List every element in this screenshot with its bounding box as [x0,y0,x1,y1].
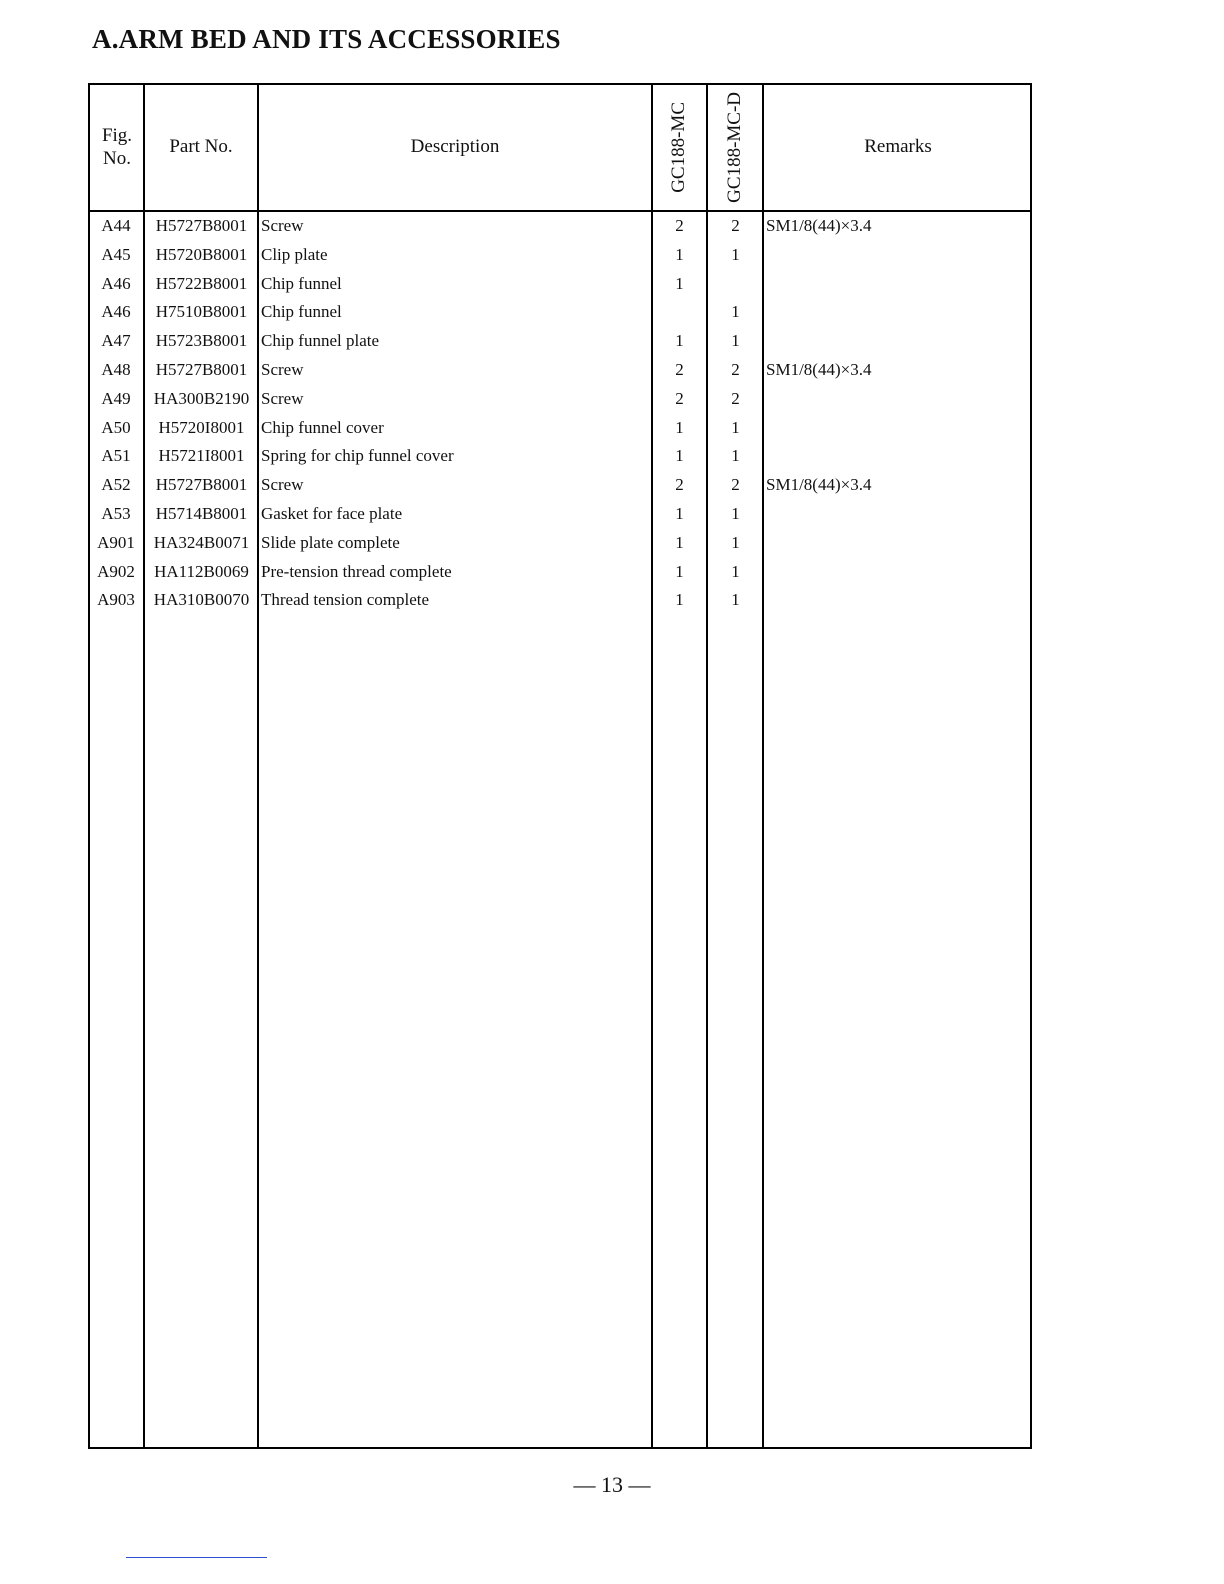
header-remarks: Remarks [864,136,932,158]
table-row [90,356,1030,385]
table-row [90,500,1030,529]
fig-no-cell: A53 [101,503,131,523]
table-row [90,212,1030,241]
part-no-cell: HA310B0070 [153,590,250,610]
qty-gc188-mc-cell: 1 [675,590,684,610]
qty-gc188-mc-d-cell: 1 [731,244,740,264]
remarks-cell: SM1/8(44)×3.4 [766,359,872,379]
description-cell: Chip funnel [261,302,342,322]
table-row [90,558,1030,587]
header-model-gc188-mc-d [708,85,762,210]
qty-gc188-mc-cell: 1 [675,503,684,523]
qty-gc188-mc-d-cell: 1 [731,590,740,610]
table-row [90,586,1030,615]
description-cell: Chip funnel [261,273,342,293]
description-cell: Slide plate complete [261,532,400,552]
description-cell: Chip funnel cover [261,417,384,437]
page-title: A.ARM BED AND ITS ACCESSORIES [92,24,561,54]
part-no-cell: HA300B2190 [153,388,250,408]
table-row [90,414,1030,443]
table-body [90,212,1030,615]
header-description: Description [410,136,500,158]
table-row [90,298,1030,327]
part-no-cell: H5723B8001 [155,331,248,351]
description-cell: Spring for chip funnel cover [261,446,454,466]
footer-line [126,1557,267,1558]
qty-gc188-mc-d-cell: 2 [731,216,740,235]
header-model-gc188-mc [653,85,706,210]
description-cell: Clip plate [261,244,328,264]
description-cell: Pre-tension thread complete [261,561,452,581]
qty-gc188-mc-d-cell: 1 [731,561,740,581]
qty-gc188-mc-cell: 1 [675,561,684,581]
qty-gc188-mc-d-cell: 1 [731,417,740,437]
part-no-cell: H5720I8001 [158,417,245,437]
fig-no-cell: A901 [97,532,135,552]
description-cell: Thread tension complete [261,590,430,610]
remarks-cell: SM1/8(44)×3.4 [766,475,872,495]
qty-gc188-mc-d-cell: 2 [731,388,740,408]
part-no-cell: H5727B8001 [155,216,248,235]
description-cell: Gasket for face plate [261,503,403,523]
fig-no-cell: A46 [101,302,131,322]
qty-gc188-mc-d-cell: 1 [731,302,740,322]
header-model2-label: GC188-MC-D [723,92,745,203]
part-no-cell: H7510B8001 [155,302,248,322]
qty-gc188-mc-d-cell: 1 [731,446,740,466]
table-row [90,385,1030,414]
parts-table [88,83,1032,1449]
remarks-cell: SM1/8(44)×3.4 [766,216,872,235]
fig-no-cell: A903 [97,590,135,610]
header-part-no: Part No. [169,136,233,158]
table-row [90,471,1030,500]
page-number: — 13 — [573,1472,651,1497]
fig-no-cell: A49 [101,388,131,408]
fig-no-cell: A46 [101,273,131,293]
qty-gc188-mc-cell: 1 [675,417,684,437]
qty-gc188-mc-d-cell: 1 [731,503,740,523]
qty-gc188-mc-cell: 2 [675,475,684,495]
header-fig-no: Fig. No. [101,124,133,169]
qty-gc188-mc-d-cell: 1 [731,532,740,552]
fig-no-cell: A51 [101,446,131,466]
description-cell: Screw [261,388,304,408]
table-row [90,270,1030,299]
description-cell: Chip funnel plate [261,331,380,351]
fig-no-cell: A52 [101,475,131,495]
qty-gc188-mc-cell: 1 [675,446,684,466]
part-no-cell: H5714B8001 [155,503,248,523]
part-no-cell: HA112B0069 [154,561,249,581]
description-cell: Screw [261,216,304,235]
table-row [90,442,1030,471]
table-row [90,327,1030,356]
part-no-cell: H5721I8001 [158,446,245,466]
qty-gc188-mc-cell: 2 [675,216,684,235]
fig-no-cell: A45 [101,244,131,264]
qty-gc188-mc-cell: 1 [675,244,684,264]
fig-no-cell: A44 [101,216,131,235]
part-no-cell: HA324B0071 [153,532,250,552]
fig-no-cell: A48 [101,359,131,379]
fig-no-cell: A50 [101,417,131,437]
part-no-cell: H5727B8001 [155,359,248,379]
table-row [90,241,1030,270]
qty-gc188-mc-cell: 1 [675,273,684,293]
qty-gc188-mc-cell: 1 [675,331,684,351]
qty-gc188-mc-cell: 1 [675,532,684,552]
table-row [90,529,1030,558]
description-cell: Screw [261,475,304,495]
description-cell: Screw [261,359,304,379]
fig-no-cell: A902 [97,561,135,581]
qty-gc188-mc-cell: 2 [675,359,684,379]
qty-gc188-mc-cell: 2 [675,388,684,408]
qty-gc188-mc-d-cell: 2 [731,475,740,495]
qty-gc188-mc-d-cell: 1 [731,331,740,351]
qty-gc188-mc-d-cell: 2 [731,359,740,379]
part-no-cell: H5720B8001 [155,244,248,264]
header-model1-label: GC188-MC [668,102,690,193]
fig-no-cell: A47 [101,331,131,351]
part-no-cell: H5727B8001 [155,475,248,495]
part-no-cell: H5722B8001 [155,273,248,293]
